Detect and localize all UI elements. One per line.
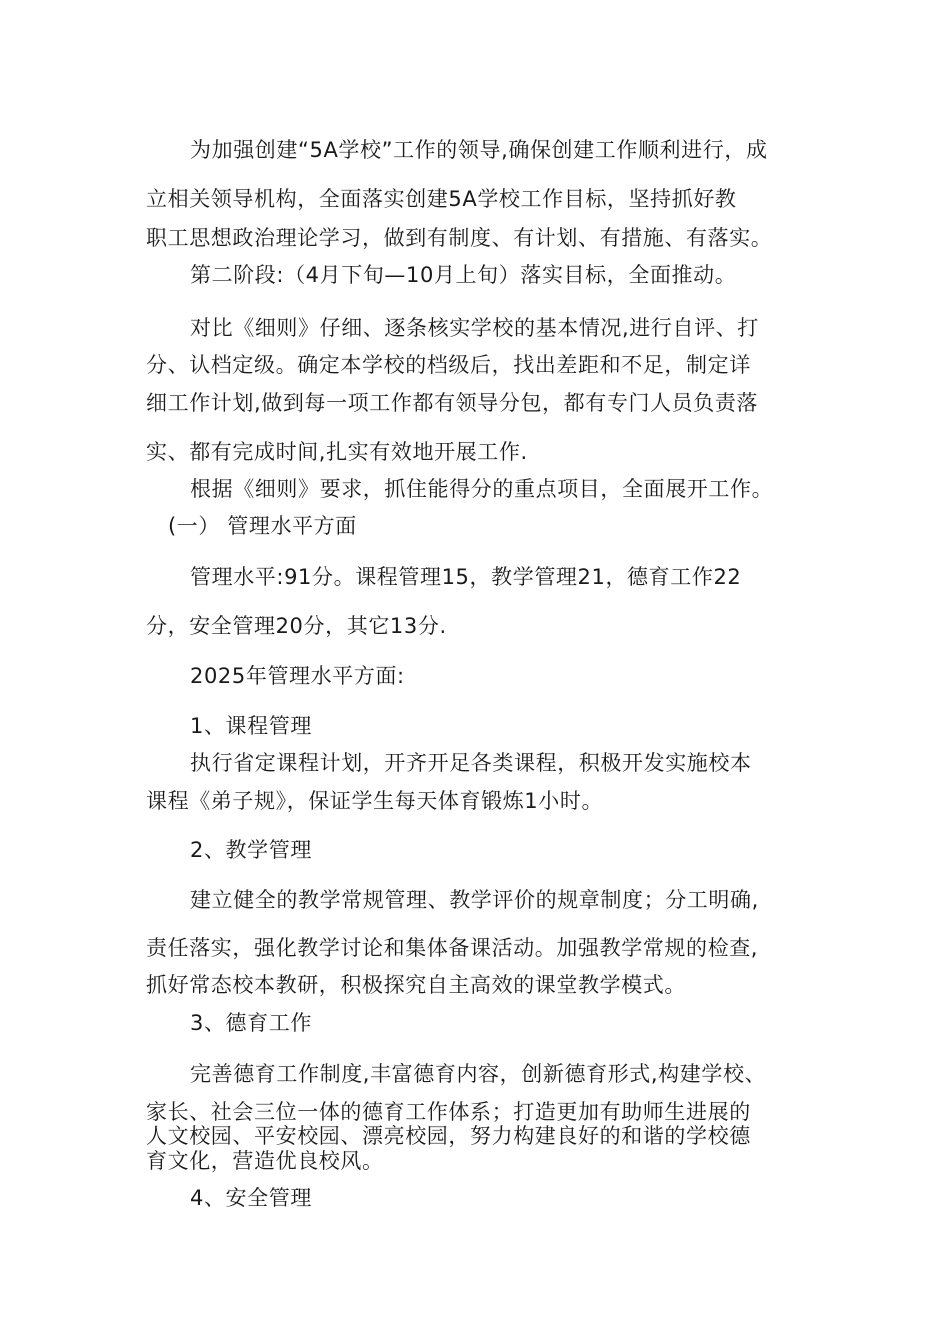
paragraph-line: 细工作计划,做到每一项工作都有领导分包，都有专门人员负责落 — [146, 391, 759, 415]
paragraph-line: 责任落实，强化教学讨论和集体备课活动。加强教学常规的检查, — [146, 936, 759, 960]
paragraph-line: 职工思想政治理论学习，做到有制度、有计划、有措施、有落实。 — [146, 226, 773, 250]
subsection-heading: 1、课程管理 — [190, 714, 312, 738]
paragraph-line: 课程《弟子规》，保证学生每天体育锻炼1小时。 — [146, 789, 604, 813]
paragraph-line: 管理水平:91分。课程管理15，教学管理21，德育工作22 — [190, 565, 742, 589]
paragraph-line: 执行省定课程计划，开齐开足各类课程，积极开发实施校本 — [190, 751, 752, 775]
paragraph-line: 为加强创建“5A学校”工作的领导,确保创建工作顺利进行，成 — [190, 138, 768, 162]
paragraph-line: 立相关领导机构，全面落实创建5A学校工作目标，坚持抓好教 — [146, 187, 737, 211]
paragraph-line: 建立健全的教学常规管理、教学评价的规章制度；分工明确, — [190, 888, 759, 912]
paragraph-line: 抓好常态校本教研，积极探究自主高效的课堂教学模式。 — [146, 973, 686, 997]
paragraph-line: 根据《细则》要求，抓住能得分的重点项目，全面展开工作。 — [190, 477, 774, 501]
paragraph-line: 分、认档定级。确定本学校的档级后，找出差距和不足，制定详 — [146, 353, 751, 377]
subsection-heading: 3、德育工作 — [190, 1011, 312, 1035]
subsection-heading: 2、教学管理 — [190, 838, 312, 862]
paragraph-line: 家长、社会三位一体的德育工作体系；打造更加有助师生进展的 — [146, 1100, 751, 1124]
paragraph-line: 对比《细则》仔细、逐条核实学校的基本情况,进行自评、打 — [190, 316, 759, 340]
section-heading: 第二阶段:（4月下旬—10月上旬）落实目标，全面推动。 — [190, 263, 737, 287]
paragraph-line: 育文化，营造优良校风。 — [146, 1149, 384, 1173]
section-heading: (一） 管理水平方面 — [168, 514, 357, 538]
paragraph-line: 完善德育工作制度,丰富德育内容，创新德育形式,构建学校、 — [190, 1062, 767, 1086]
paragraph-line: 人文校园、平安校园、漂亮校园，努力构建良好的和谐的学校德 — [146, 1124, 751, 1148]
paragraph-line: 实、都有完成时间,扎实有效地开展工作. — [146, 440, 528, 464]
paragraph-line: 分，安全管理20分，其它13分. — [146, 614, 447, 638]
subsection-heading: 4、安全管理 — [190, 1186, 312, 1210]
section-heading: 2025年管理水平方面: — [190, 664, 405, 688]
